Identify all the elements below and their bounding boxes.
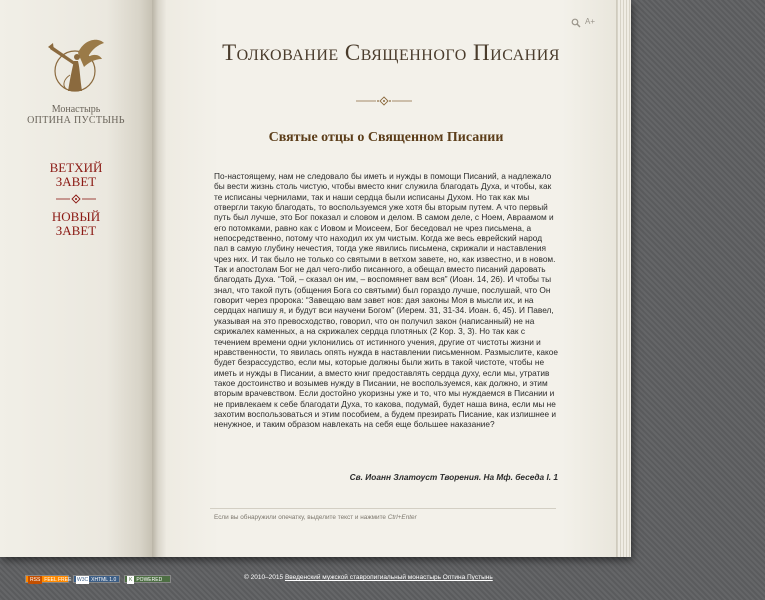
k2-badge[interactable] bbox=[124, 575, 171, 583]
nav-old-testament-line2[interactable]: ЗАВЕТ bbox=[55, 174, 97, 189]
ornament-divider-icon bbox=[56, 194, 96, 204]
font-size-button[interactable]: A+ bbox=[585, 17, 596, 26]
w3c-badge-text: XHTML 1.0 bbox=[91, 577, 117, 583]
rss-badge-label: RSS bbox=[30, 577, 41, 583]
article-paragraph: По-настоящему, нам не следовало бы иметь и нужды в помощи Писаний, а надлежало бы вести жизнь столь чистую, чтобы вместо книг служила благодать Духа, и чтобы, как те исписаны чернилами, так и наши сердца были исписаны Духом. Но так как мы отвергли такую благодать, то воспользуемся уже хотя бы вторым путем. А что первый путь был лучше, это Бог показал и словом и делом. В самом деле, с Ноем, Авраамом и его потомками, равно как с Иовом и Моисеем, Бог беседовал не чрез письмена, а непосредственно, потому что находил их ум чистым. Когда же весь еврейский народ пал в самую глубину нечестия, тогда уже явились письмена, скрижали и наставления чрез них. И так было не только со святыми в ветхом завете, но, как известно, и в новом. Так и апостолам Бог не дал чего-либо писанного, а обещал вместо писаний даровать благодать Духа. “Той, – сказал он им, – воспомянет вам вся” (Иоан. 14, 26). И чтобы ты знал, что такой путь (общения Бога со святыми) был гораздо лучше, послушай, что Он говорит через пророка: “Завещаю вам завет нов: дая законы Моя в мысли их, и на сердцах напишу я, и будут вси научени Богом” (Иерем. 31, 31-34. Иоан. 6, 45). И Павел, указывая на это превосходство, говорил, что он получил закон (написанный) не на скрижалех каменных, а на скрижалех сердца плотяных (2 Кор. 3, 3). Но так как с течением времени одни уклонились от истинного учения, другие от чистоты жизни и нравственности, то явилась опять нужда в наставлении письменном. Размыслите, какое будет безрассудство, если мы, которые должны были жить в такой чистоте, чтобы не иметь и нужды в Писании, а вместо книг предоставлять сердца духу, если мы, утратив такое достоинство и возымев нужду в Писании, не воспользуемся, как должно, и этим вторым врачевством. Если достойно укоризны уже и то, что мы нуждаемся в Писании и не привлекаем к себе благодати Духа, то какова, подумай, будет наша вина, если мы не захотим воспользоваться и этим пособием, а будем презирать Писание, как излишнее и ненужное, и таким образом навлекать на себя еще большее наказание? bbox=[214, 171, 558, 430]
w3c-badge[interactable] bbox=[73, 575, 120, 583]
typo-note-text: Если вы обнаружили опечатку, выделите текст и нажмите bbox=[214, 514, 388, 521]
angel-trumpet-logo-icon[interactable] bbox=[44, 35, 106, 101]
left-page bbox=[0, 0, 152, 557]
book-spine bbox=[152, 0, 166, 557]
nav-new-testament-line1[interactable]: НОВЫЙ bbox=[51, 209, 101, 224]
search-icon[interactable] bbox=[571, 18, 581, 28]
nav-old-testament-line1[interactable]: ВЕТХИЙ bbox=[49, 160, 103, 175]
copyright bbox=[244, 574, 493, 581]
nav-new-testament-line2[interactable]: ЗАВЕТ bbox=[55, 223, 97, 238]
nav-new-testament[interactable] bbox=[0, 210, 152, 238]
site-title: Толкование Священного Писания bbox=[222, 40, 560, 65]
page-edge bbox=[616, 0, 631, 557]
typo-shortcut: Ctrl+Enter bbox=[387, 514, 417, 521]
nav-old-testament[interactable] bbox=[0, 161, 152, 189]
article-signature: Св. Иоанн Златоуст Творения. На Мф. беседа I. 1 bbox=[349, 472, 558, 482]
content-divider bbox=[210, 508, 556, 509]
footer bbox=[0, 570, 765, 592]
copyright-link[interactable]: Введенский мужской ставропигиальный монастырь Оптина Пустынь bbox=[284, 574, 493, 581]
title-ornament-icon bbox=[356, 96, 412, 106]
k2-badge-text: POWERED bbox=[136, 577, 163, 583]
rss-badge-text: FEEL FREE bbox=[44, 577, 72, 583]
rss-badge[interactable] bbox=[25, 575, 72, 583]
typo-report-note bbox=[214, 514, 417, 521]
w3c-badge-label: W3C bbox=[77, 577, 89, 583]
article-body bbox=[214, 171, 558, 430]
monastery-label: Монастырь bbox=[51, 104, 101, 115]
k2-badge-label: K bbox=[129, 577, 133, 583]
monastery-name: ОПТИНА ПУСТЫНЬ bbox=[27, 115, 125, 126]
article-title: Святые отцы о Священном Писании bbox=[268, 130, 504, 145]
copyright-prefix: © 2010–2015 bbox=[244, 574, 285, 581]
